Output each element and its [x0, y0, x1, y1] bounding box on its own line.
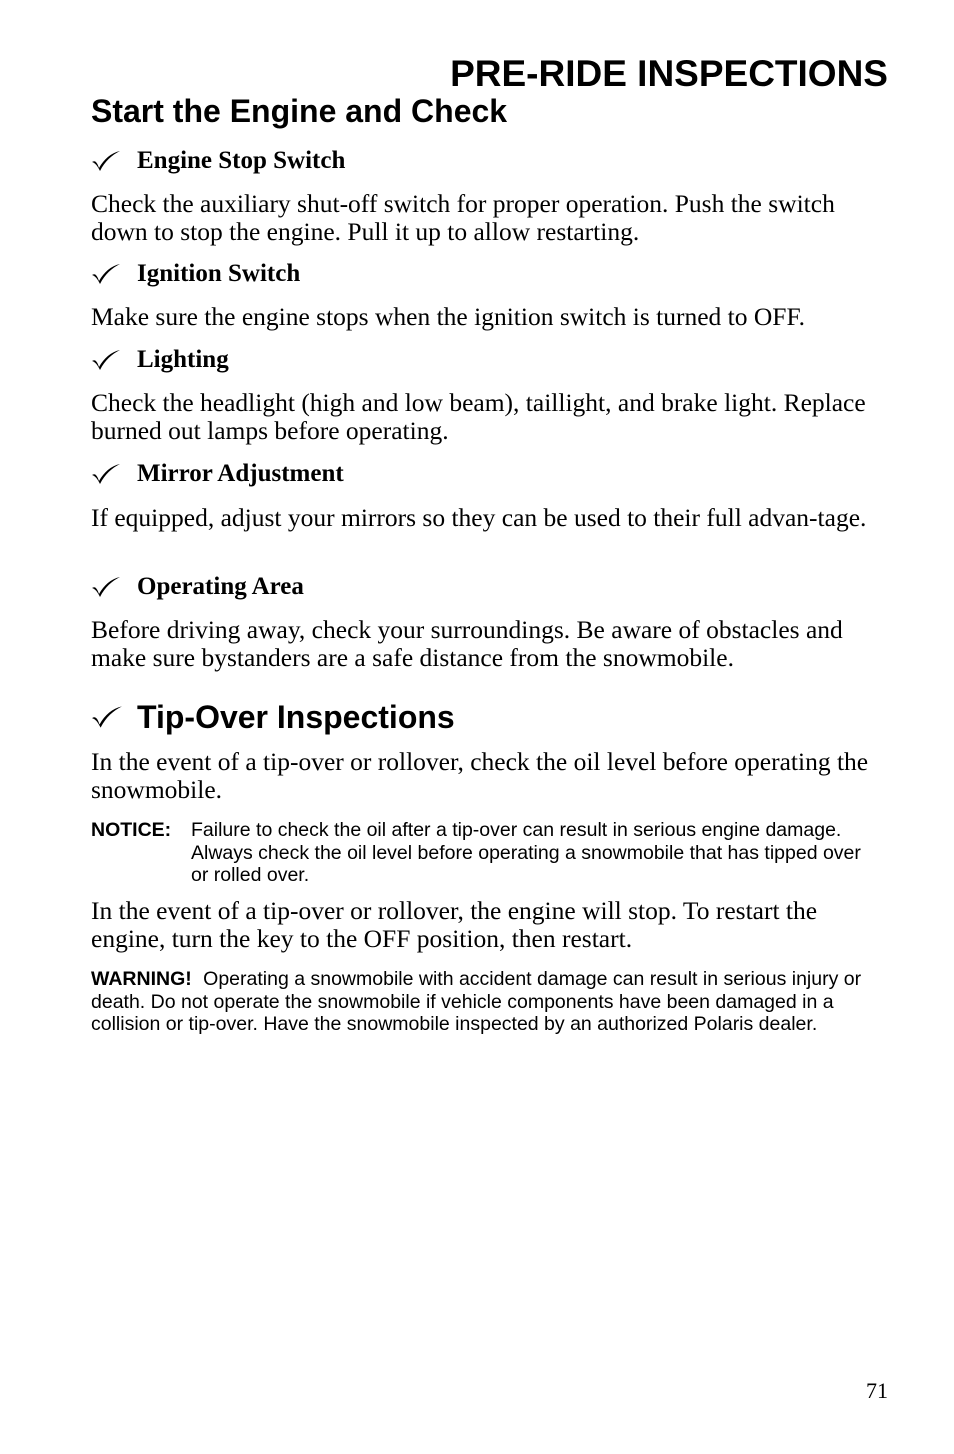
notice-label: NOTICE: — [91, 819, 172, 841]
notice-text: Failure to check the oil after a tip-over can result in serious engine damage. Always check the oil level before operating a snowmobile that has tipped over or rolled over. — [191, 819, 861, 886]
check-item-text: Make sure the engine stops when the ignition switch is turned to OFF. — [91, 302, 805, 331]
check-item-text: If equipped, adjust your mirrors so they can be used to their full advan-tage. — [91, 503, 867, 532]
checkmark-icon — [91, 263, 121, 285]
check-item-lighting — [91, 344, 229, 376]
check-item-heading: Mirror Adjustment — [137, 460, 344, 487]
check-item-heading: Ignition Switch — [137, 260, 301, 287]
check-item-heading: Lighting — [137, 346, 229, 373]
checkmark-icon — [91, 576, 121, 598]
check-item-heading: Operating Area — [137, 573, 304, 600]
page-number: 71 — [866, 1378, 888, 1403]
check-item-text: Before driving away, check your surroundings. Be aware of obstacles and make sure bystanders are a safe distance from the snowmobile. — [91, 615, 843, 672]
checkmark-icon — [91, 705, 123, 729]
restart-paragraph: In the event of a tip-over or rollover, the engine will stop. To restart the engine, turn the key to the OFF position, then restart. — [91, 896, 818, 953]
notice-block — [91, 819, 891, 887]
checkmark-icon — [91, 463, 121, 485]
check-item-engine-stop-switch — [91, 145, 345, 177]
tip-over-paragraph: In the event of a tip-over or rollover, check the oil level before operating the snowmobile. — [91, 747, 869, 804]
check-item-heading: Engine Stop Switch — [137, 147, 346, 174]
warning-text: Operating a snowmobile with accident damage can result in serious injury or death. Do not operate the snowmobile if vehicle components have been damaged in a collision or tip-over. Have the snowmobile inspected by an authorized Polaris dealer. — [91, 968, 862, 1035]
page-title: PRE-RIDE INSPECTIONS — [450, 53, 888, 94]
checkmark-icon — [91, 150, 121, 172]
section-title-tip-over — [91, 695, 455, 739]
check-item-mirror-adjustment — [91, 458, 344, 490]
section-title-start-engine: Start the Engine and Check — [91, 93, 508, 129]
warning-block — [91, 968, 891, 1036]
check-item-text: Check the auxiliary shut-off switch for proper operation. Push the switch down to stop the engine. Pull it up to allow restarting. — [91, 189, 835, 246]
check-item-text: Check the headlight (high and low beam), taillight, and brake light. Replace burned out lamps before operating. — [91, 388, 866, 445]
warning-label: WARNING! — [91, 968, 192, 990]
check-item-operating-area — [91, 571, 304, 603]
check-item-ignition-switch — [91, 258, 300, 290]
section-title-text: Tip-Over Inspections — [137, 699, 455, 735]
checkmark-icon — [91, 349, 121, 371]
